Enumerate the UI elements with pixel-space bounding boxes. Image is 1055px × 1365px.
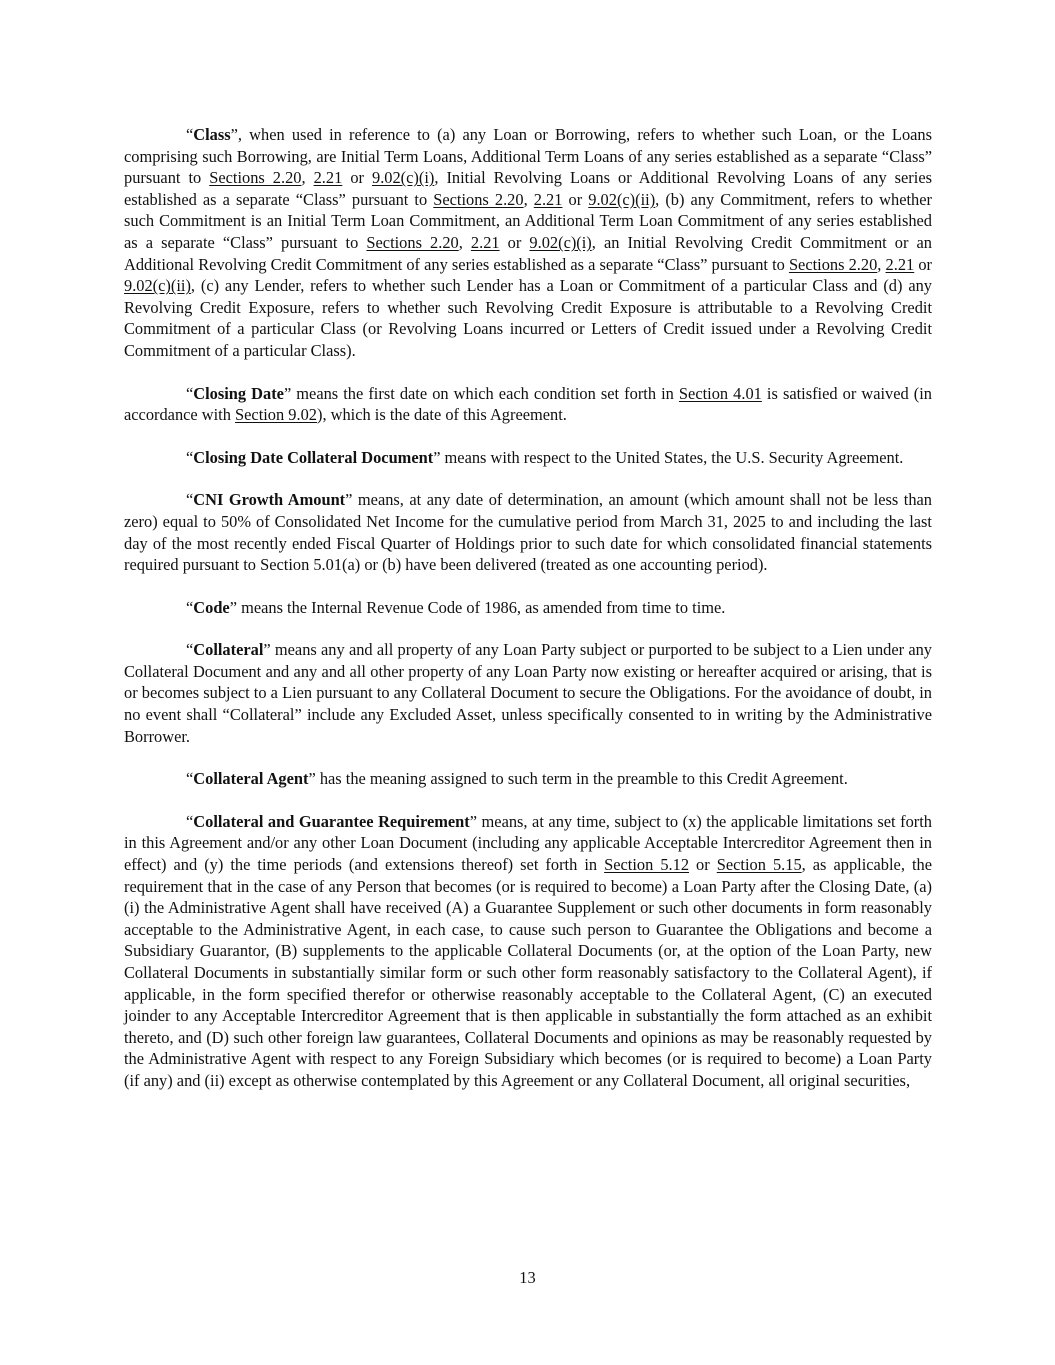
definition-class [124, 124, 932, 362]
section-reference: 2.21 [885, 254, 915, 274]
section-reference: 9.02(c)(ii) [588, 189, 656, 209]
section-reference: Sections 2.20 [433, 189, 524, 209]
definition-text: , (b) any Commitment, refers to whether such Commitment is an Initial Term Loan Commitment, an Additional Term Loan Commitment of any series established as a separate “Class” pursuant to [124, 189, 932, 252]
definition-collateral-and-guarantee-requirement [124, 811, 932, 1092]
section-reference: 9.02(c)(i) [529, 232, 592, 252]
definition-text: “ [186, 640, 194, 660]
definition-text: , Initial Revolving Loans or Additional Revolving Loans of any series established as a separate “Class” pursuant to [124, 168, 932, 209]
definition-text: ”, when used in reference to (a) any Loan or Borrowing, refers to whether such Loan, or the Loans comprising such Borrowing, are Initial Term Loans, Additional Term Loans of any series established as a separate “Class” pursuant to [124, 125, 932, 188]
definition-closing-date [124, 383, 932, 426]
definition-closing-date-collateral-document [124, 447, 932, 469]
definition-text: is satisfied or waived (in accordance with [124, 383, 932, 425]
section-reference: 2.21 [533, 189, 563, 209]
definition-text: or [499, 232, 530, 252]
definition-text: “ [186, 383, 194, 403]
defined-term: Code [193, 597, 230, 617]
section-reference: Section 9.02 [235, 405, 317, 425]
definition-text: or [914, 254, 932, 274]
definition-text: , [877, 254, 886, 274]
definition-text: ” has the meaning assigned to such term in the preamble to this Credit Agreement. [308, 769, 848, 789]
definition-text: , as applicable, the requirement that in the case of any Person that becomes (or is required to become) a Loan Party after the Closing Date, (a)(i) the Administrative Agent shall have received (A) a Guarantee Supplement or such other documents in form reasonably acceptable to the Administrative Agent, in each case, to cause such person to Guarantee the Obligations and become a Subsidiary Guarantor, (B) supplements to the applicable Collateral Documents (or, at the option of the Loan Party, new Collateral Documents in substantially similar form or such other form reasonably satisfactory to the Collateral Agent), if applicable, in the form specified therefor or otherwise reasonably acceptable to the Collateral Agent, (C) an executed joinder to any Acceptable Intercreditor Agreement that is then applicable in substantially the form attached as an exhibit thereto, and (D) such other foreign law guarantees, Collateral Documents and opinions as may be reasonably requested by the Administrative Agent with respect to any Foreign Subsidiary which becomes (or is required to become) a Loan Party (if any) and (ii) except as otherwise contemplated by this Agreement or any Collateral Document, all original securities, [124, 855, 932, 1090]
defined-term: Collateral [193, 640, 264, 660]
definition-text: “ [186, 811, 194, 831]
document-page [124, 124, 932, 1113]
definition-text: , [523, 189, 534, 209]
section-reference: 9.02(c)(ii) [124, 276, 191, 296]
page-number: 13 [519, 1268, 536, 1287]
defined-term: Collateral Agent [193, 769, 309, 789]
defined-term: Class [193, 125, 231, 144]
section-reference: Sections 2.20 [788, 254, 878, 274]
definition-text: , [301, 168, 314, 188]
section-reference: Section 5.12 [604, 855, 690, 875]
section-reference: Sections 2.20 [366, 232, 459, 252]
definition-text: or [562, 189, 589, 209]
definition-cni-growth-amount [124, 489, 932, 575]
section-reference: Section 4.01 [678, 383, 762, 403]
section-reference: 2.21 [470, 232, 500, 252]
defined-term: CNI Growth Amount [193, 490, 346, 510]
definition-text: “ [186, 490, 194, 510]
definition-text: ” means the first date on which each condition set forth in [283, 383, 679, 403]
definition-collateral-agent [124, 768, 932, 790]
definition-text: “ [186, 597, 194, 617]
definition-text: or [342, 168, 372, 188]
definition-collateral [124, 639, 932, 747]
definition-text: ” means, at any time, subject to (x) the applicable limitations set forth in this Agreement and/or any other Loan Document (including any applicable Acceptable Intercreditor Agreement then in effect) and (y) the time periods (and extensions thereof) set forth in [124, 811, 932, 875]
definition-text: or [689, 855, 717, 875]
definition-text: ” means the Internal Revenue Code of 1986, as amended from time to time. [229, 597, 726, 617]
definition-text: ” means with respect to the United States, the U.S. Security Agreement. [433, 447, 904, 467]
section-reference: 9.02(c)(i) [372, 168, 435, 188]
definition-code [124, 597, 932, 619]
definition-text: ” means any and all property of any Loan Party subject or purported to be subject to a Lien under any Collateral Document and any and all other property of any Loan Party now existing or hereafter acquired or arising, that is or becomes subject to a Lien pursuant to any Collateral Document to secure the Obligations. For the avoidance of doubt, in no event shall “Collateral” include any Excluded Asset, unless specifically consented to in writing by the Administrative Borrower. [124, 640, 932, 746]
section-reference: Section 5.15 [716, 855, 802, 875]
definition-text: “ [186, 125, 194, 144]
definition-text: ” means, at any date of determination, an amount (which amount shall not be less than zero) equal to 50% of Consolidated Net Income for the cumulative period from March 31, 2025 to and including the last day of the most recently ended Fiscal Quarter of Holdings prior to such date for which consolidated financial statements required pursuant to Section 5.01(a) or (b) have been delivered (treated as one accounting period). [124, 490, 932, 575]
definition-text: “ [186, 769, 194, 789]
definition-text: , an Initial Revolving Credit Commitment or an Additional Revolving Credit Commitment of any series established as a separate “Class” pursuant to [124, 232, 932, 274]
definition-text: “ [186, 447, 194, 467]
defined-term: Collateral and Guarantee Requirement [193, 811, 470, 831]
defined-term: Closing Date [193, 383, 284, 403]
definition-text: ), which is the date of this Agreement. [316, 405, 567, 425]
section-reference: Sections 2.20 [209, 168, 302, 188]
defined-term: Closing Date Collateral Document [193, 447, 434, 467]
section-reference: 2.21 [313, 168, 343, 188]
definition-text: , [458, 232, 471, 252]
definition-text: , (c) any Lender, refers to whether such Lender has a Loan or Commitment of a particular Class and (d) any Revolving Credit Exposure, refers to whether such Revolving Credit Exposure is attributable to a Revolving Credit Commitment of a particular Class (or Revolving Loans incurred or Letters of Credit issued under a Revolving Credit Commitment of a particular Class). [124, 276, 932, 360]
